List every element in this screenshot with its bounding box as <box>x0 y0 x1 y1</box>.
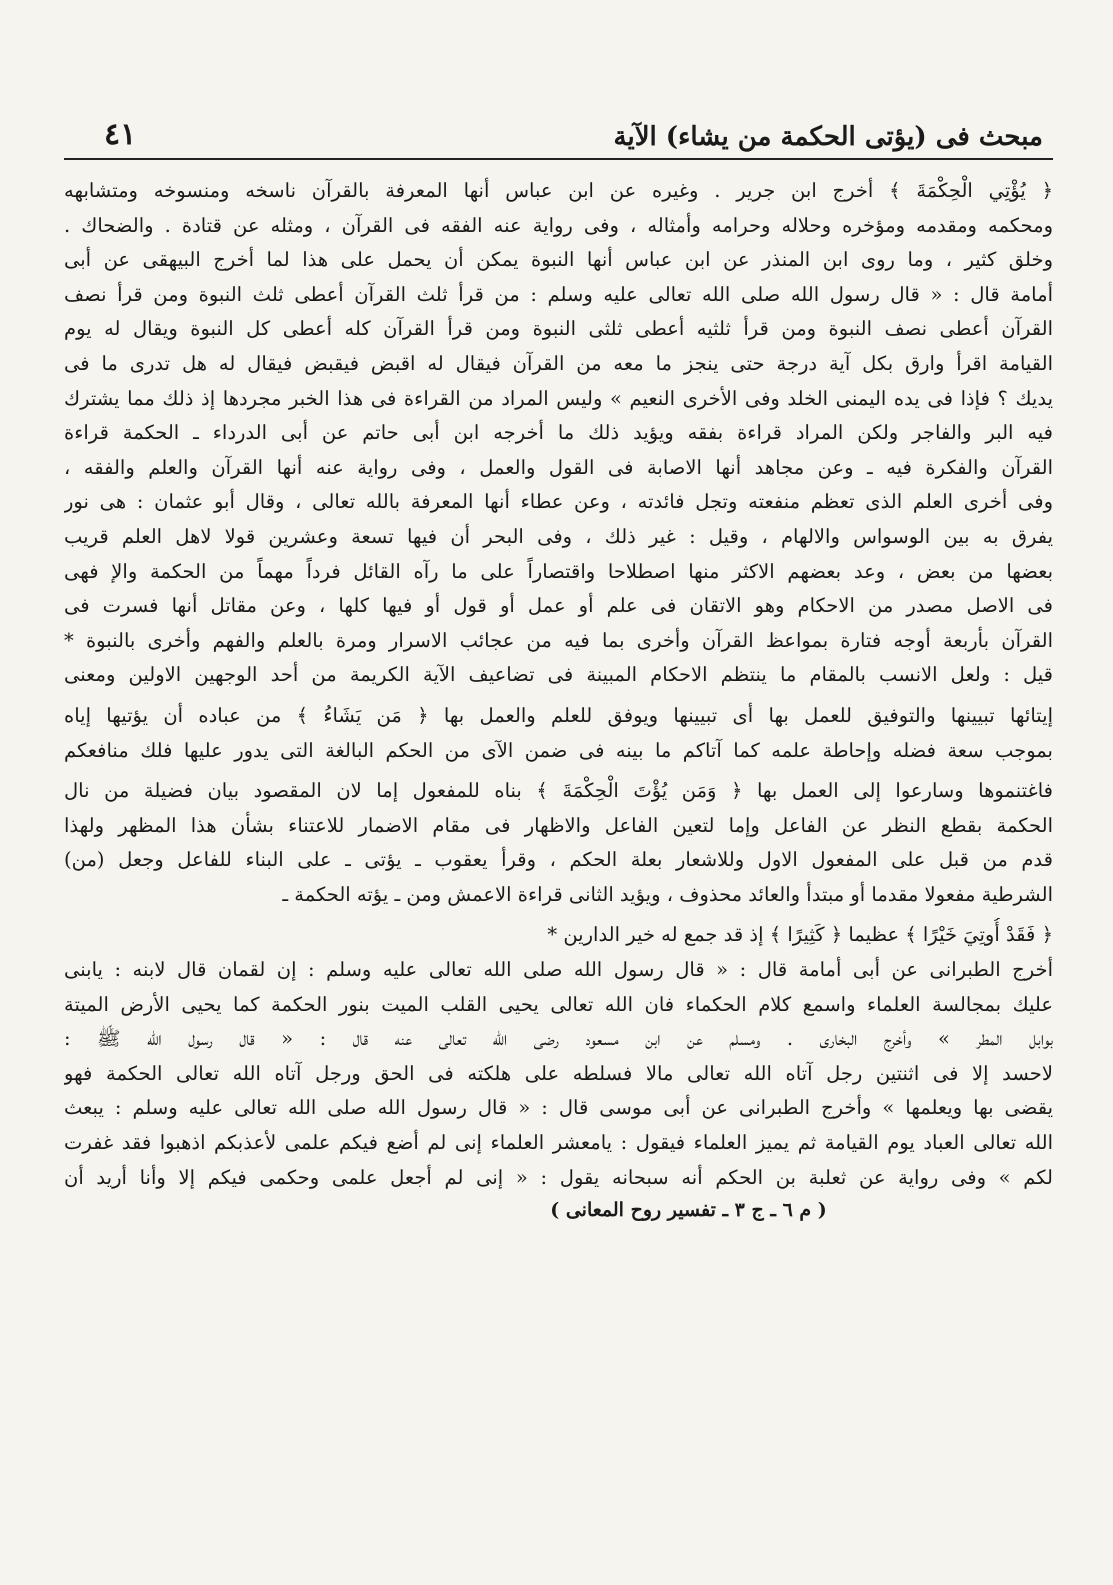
text-line: يفرق به بين الوسواس والالهام ، وقيل : غير ذلك ، وفى البحر أن فيها تسعة وعشرين قولا لاهل العلم قريب <box>64 524 1053 548</box>
page-header-title: مبحث فى (يؤتى الحكمة من يشاء) الآية <box>613 122 1043 152</box>
text-line: الشرطية مفعولا مقدما أو مبتدأ والعائد محذوف ، ويؤيد الثانى قراءة الاعمش ومن ـ يؤته الحكمة ـ <box>282 882 1053 906</box>
text-line: عليك بمجالسة العلماء واسمع كلام الحكماء فان الله تعالى يحيى القلب الميت بنور الحكمة كما يحيى الأرض الميتة <box>64 992 1053 1016</box>
text-line: بعضها من بعض ، وعد بعضهم الاكثر منها اصطلاحا واقتصاراً على ما رآه القائل فرداً مهماً من الحكمة والإ فهى <box>64 559 1053 583</box>
running-header <box>64 108 1053 152</box>
text-line: لكم » وفى رواية عن ثعلبة بن الحكم أنه سبحانه يقول : « إنى لم أجعل علمى وحكمى فيكم إلا وأنا أريد أن <box>64 1165 1053 1189</box>
text-line: يديك ؟ فإذا فى يده اليمنى الخلد وفى الأخرى النعيم » وليس المراد من القراءة فى هذا الخبر مجردها إذ ذلك مما يشترك <box>64 386 1053 410</box>
text-line: فاغتنموها وسارعوا إلى العمل بها ﴿ وَمَن يُؤْتَ الْحِكْمَةَ ﴾ بناه للمفعول إما لان المقصود بيان فضيلة من نال <box>64 779 1053 803</box>
text-line: أمامة قال : « قال رسول الله صلى الله تعالى عليه وسلم : من قرأ ثلث القرآن أعطى ثلث النبوة ومن قرأ نصف <box>64 282 1053 306</box>
text-line: الله تعالى العباد يوم القيامة ثم يميز العلماء فيقول : يامعشر العلماء إنى لم أضع فيكم علمى لأعذبكم اذهبوا فقد غفرت <box>64 1131 1053 1155</box>
body-text <box>64 174 1053 1195</box>
text-line: القرآن بأربعة أوجه فتارة بمواعظ القرآن وأخرى بما فيه من عجائب الاسرار ومرة بالعلم والفهم وأخرى بالنبوة * <box>64 628 1053 652</box>
text-line: قيل : ولعل الانسب بالمقام ما ينتظم الاحكام المبينة فى تضاعيف الآية الكريمة من أحد الوجهين الاولين ومعنى <box>64 663 1053 687</box>
text-line: ومحكمه ومقدمه ومؤخره وحلاله وحرامه وأمثاله ، وفى رواية عنه الفقه فى القرآن ، ومثله عن قتادة . والضحاك . <box>64 213 1053 237</box>
text-line: فى الاصل مصدر من الاحكام وهو الاتقان فى علم أو عمل أو قول أو فيها كلها ، وعن مقاتل أنها فسرت فى <box>64 594 1053 618</box>
text-line: أخرج الطبرانى عن أبى أمامة قال : « قال رسول الله صلى الله تعالى عليه وسلم : إن لقمان قال لابنه : يابنى <box>64 958 1053 982</box>
text-line: القيامة اقرأ وارق بكل آية درجة حتى ينجز ما معه من القرآن فيقال له اقبض فيقبض فيقال له هل تدرى ما فى <box>64 351 1053 375</box>
page-footer: ( م ٦ ـ ج ٣ ـ تفسير روح المعانى ) <box>550 1199 827 1222</box>
text-line: بوابل المطر » وأخرج البخارى . ومسلم عن ابن مسعود رضى الله تعالى عنه قال : « قال رسول الله ﷺ : <box>64 1027 1053 1051</box>
text-line: لاحسد إلا فى اثنتين رجل آتاه الله تعالى مالا فسلطه على هلكته فى الحق ورجل آتاه الله تعالى الحكمة فهو <box>64 1061 1053 1085</box>
text-line: قدم من قبل على المفعول الاول وللاشعار بعلة الحكم ، وقرأ يعقوب ـ يؤتى ـ على البناء للفاعل وجعل (من) <box>64 848 1053 872</box>
text-line: يقضى بها ويعلمها » وأخرج الطبرانى عن أبى موسى قال : « قال رسول الله صلى الله تعالى عليه وسلم : يبعث <box>64 1096 1053 1120</box>
header-rule <box>64 158 1053 160</box>
page-number: ٤١ <box>104 117 137 152</box>
text-line: القرآن والفكرة فيه ـ وعن مجاهد أنها الاصابة فى القول والعمل ، وفى رواية عنه أنها القرآن والعلم والفقه ، <box>64 455 1053 479</box>
text-line: فيه البر والفاجر ولكن المراد قراءة بفقه ويؤيد ذلك ما أخرجه ابن أبى حاتم عن أبى الدرداء ـ الحكمة قراءة <box>64 421 1053 445</box>
text-line: إيتائها تبيينها والتوفيق للعمل بها أى تبيينها ويوفق للعلم والعمل بها ﴿ مَن يَشَاءُ ﴾ من عباده أن يؤتيها إياه <box>64 703 1053 727</box>
text-line: وفى أخرى العلم الذى تعظم منفعته وتجل فائدته ، وعن عطاء أنها المعرفة بالله تعالى ، وقال أبو عثمان : هى نور <box>64 490 1053 514</box>
text-line: القرآن أعطى نصف النبوة ومن قرأ ثلثيه أعطى ثلثى النبوة ومن قرأ القرآن كله أعطى كل النبوة ويقال له يوم <box>64 317 1053 341</box>
text-line: بموجب سعة فضله وإحاطة علمه كما آتاكم ما بينه فى ضمن الآى من الحكم البالغة التى يدور عليها فلك منافعكم <box>64 738 1053 762</box>
text-line: ﴿ فَقَدْ أُوتِيَ خَيْرًا ﴾ عظيما ﴿ كَثِيرًا ﴾ إذ قد جمع له خير الدارين * <box>547 923 1053 947</box>
text-line: وخلق كثير ، وما روى ابن المنذر عن ابن عباس أنها النبوة يمكن أن يحمل على هذا لما أخرج البيهقى عن أبى <box>64 248 1053 272</box>
text-line: الحكمة بقطع النظر عن الفاعل وإما لتعين الفاعل والاظهار فى مقام الاضمار للاعتناء بشأن هذا المظهر ولهذا <box>64 813 1053 837</box>
text-line: ﴿ يُؤْتِي الْحِكْمَةَ ﴾ أخرج ابن جرير . وغيره عن ابن عباس أنها المعرفة بالقرآن ناسخه ومنسوخه ومتشابهه <box>64 179 1053 202</box>
